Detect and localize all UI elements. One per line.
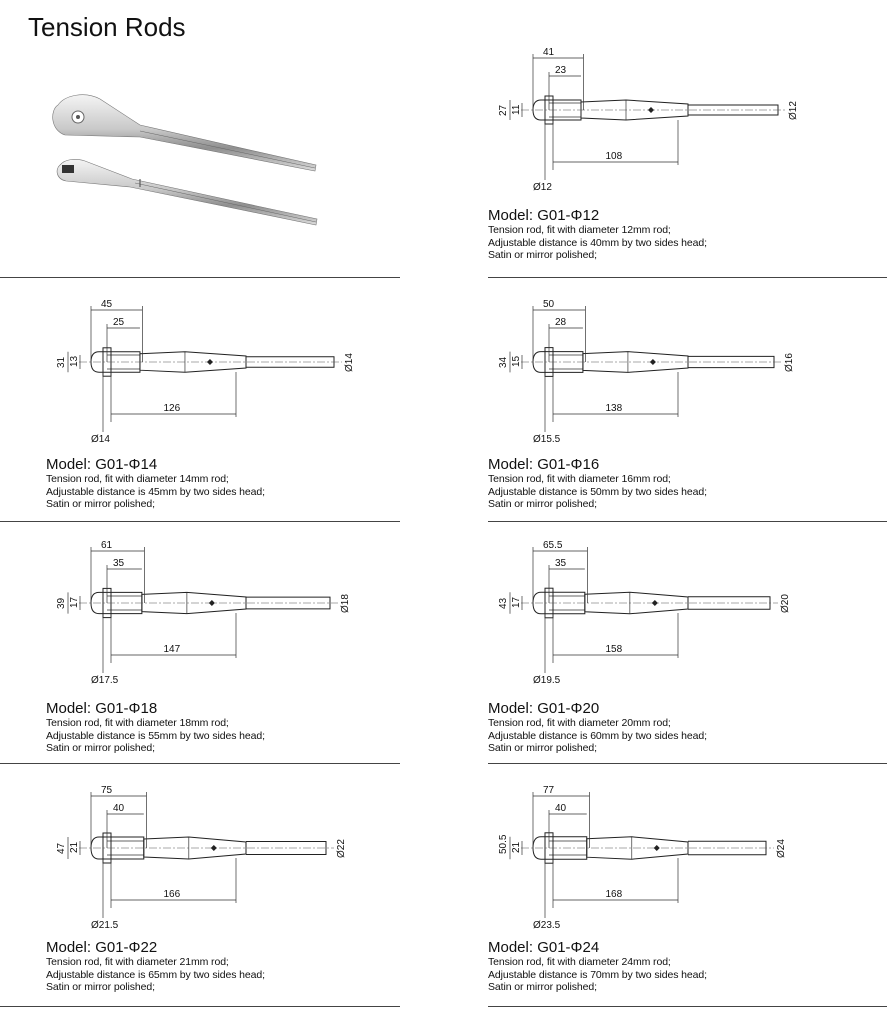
dim-overall: 45 — [101, 299, 113, 310]
tension-rod-drawing — [488, 778, 887, 953]
dim-pin-diameter: Ø19.5 — [533, 675, 561, 686]
dim-pin-diameter: Ø23.5 — [533, 920, 561, 931]
dim-rod-diameter: Ø14 — [344, 353, 355, 372]
dim-slot-width: 17 — [69, 596, 80, 608]
finish-description: Satin or mirror polished; — [46, 742, 155, 754]
model-name: Model: G01-Φ14 — [46, 456, 158, 473]
dim-overall: 75 — [101, 785, 113, 796]
dim-length: 126 — [163, 403, 181, 414]
model-cell — [488, 533, 887, 773]
rod-photo-lower — [57, 159, 317, 225]
adjust-text: by two sides head; — [618, 236, 707, 249]
model-caption — [46, 940, 265, 994]
adjust-text: 55mm — [148, 729, 177, 742]
dim-length: 147 — [163, 644, 181, 655]
adjust-text: Adjustable distance is — [46, 485, 149, 498]
model-name: Model: G01-Φ16 — [488, 456, 600, 473]
adjust-text: by two sides head; — [618, 485, 707, 498]
fit-description: Tension rod, fit with diameter 16mm rod; — [488, 473, 671, 485]
dim-rod-diameter: Ø20 — [780, 594, 791, 613]
model-caption — [488, 208, 707, 262]
adjust-text: by two sides head; — [618, 729, 707, 742]
tension-rod-drawing — [488, 292, 887, 467]
page-title: Tension Rods — [28, 12, 186, 42]
model-caption — [46, 457, 265, 511]
finish-description: Satin or mirror polished; — [488, 742, 597, 754]
dim-head-height: 47 — [56, 842, 67, 854]
dim-length: 168 — [605, 889, 623, 900]
center-mark — [209, 600, 215, 606]
dim-rod-diameter: Ø16 — [784, 353, 795, 372]
dim-slot: 35 — [113, 558, 125, 569]
dim-slot: 23 — [555, 65, 567, 76]
adjust-text: Adjustable distance is — [488, 968, 591, 981]
dim-rod-diameter: Ø22 — [336, 839, 347, 858]
divider — [0, 277, 400, 278]
adjust-text: by two sides head; — [618, 968, 707, 981]
dim-head-height: 43 — [498, 597, 509, 609]
dim-slot: 40 — [555, 803, 567, 814]
dim-head-height: 34 — [498, 356, 509, 368]
adjust-text: Adjustable distance is — [488, 729, 591, 742]
model-caption — [488, 701, 707, 755]
fit-description: Tension rod, fit with diameter 14mm rod; — [46, 473, 229, 485]
adjust-description — [46, 730, 265, 743]
dim-overall: 41 — [543, 47, 555, 58]
adjust-description — [46, 486, 265, 499]
center-mark — [654, 845, 660, 851]
dim-head-height: 39 — [56, 597, 67, 609]
dim-length: 138 — [605, 403, 623, 414]
adjust-text: 40mm — [590, 236, 619, 249]
fit-description: Tension rod, fit with diameter 24mm rod; — [488, 956, 671, 968]
finish-description: Satin or mirror polished; — [488, 981, 597, 993]
dim-rod-diameter: Ø24 — [776, 839, 787, 858]
adjust-text: 45mm — [148, 485, 177, 498]
dim-rod-diameter: Ø18 — [340, 594, 351, 613]
dim-rod-diameter: Ø12 — [788, 101, 799, 120]
adjust-description — [488, 237, 707, 250]
model-cell — [488, 778, 887, 1018]
dim-slot-width: 11 — [511, 104, 522, 115]
dim-pin-diameter: Ø12 — [533, 182, 552, 193]
model-caption — [488, 457, 707, 511]
center-mark — [650, 359, 656, 365]
finish-description: Satin or mirror polished; — [488, 249, 597, 261]
model-name: Model: G01-Φ22 — [46, 939, 158, 956]
dim-slot: 25 — [113, 317, 125, 328]
tension-rod-drawing — [488, 40, 887, 215]
adjust-text: by two sides head; — [176, 729, 265, 742]
adjust-text: Adjustable distance is — [488, 485, 591, 498]
dim-head-height: 31 — [56, 356, 67, 368]
dim-head-height: 50.5 — [498, 834, 509, 854]
adjust-text: by two sides head; — [176, 968, 265, 981]
dim-overall: 65.5 — [543, 540, 563, 551]
center-mark — [207, 359, 213, 365]
dim-length: 108 — [605, 151, 623, 162]
dim-slot: 35 — [555, 558, 567, 569]
model-name: Model: G01-Φ18 — [46, 700, 158, 717]
dim-slot-width: 21 — [69, 841, 80, 853]
center-mark — [648, 107, 654, 113]
dim-overall: 50 — [543, 299, 555, 310]
adjust-text: 50mm — [590, 485, 619, 498]
adjust-description — [488, 969, 707, 982]
center-mark — [652, 600, 658, 606]
dim-length: 158 — [605, 644, 623, 655]
adjust-description — [46, 969, 265, 982]
dim-pin-diameter: Ø15.5 — [533, 434, 561, 445]
model-caption — [488, 940, 707, 994]
finish-description: Satin or mirror polished; — [488, 498, 597, 510]
model-caption — [46, 701, 265, 755]
adjust-text: by two sides head; — [176, 485, 265, 498]
tension-rod-drawing — [46, 533, 446, 708]
adjust-description — [488, 486, 707, 499]
fit-description: Tension rod, fit with diameter 21mm rod; — [46, 956, 229, 968]
center-mark — [211, 845, 217, 851]
adjust-text: Adjustable distance is — [46, 968, 149, 981]
tension-rod-drawing — [488, 533, 887, 708]
model-cell — [488, 292, 887, 532]
dim-slot: 40 — [113, 803, 125, 814]
dim-pin-diameter: Ø14 — [91, 434, 110, 445]
product-photo — [40, 85, 330, 245]
adjust-text: Adjustable distance is — [488, 236, 591, 249]
dim-overall: 61 — [101, 540, 113, 551]
dim-slot-width: 17 — [511, 596, 522, 608]
adjust-text: 65mm — [148, 968, 177, 981]
model-name: Model: G01-Φ20 — [488, 700, 600, 717]
dim-slot-width: 15 — [511, 355, 522, 367]
dim-overall: 77 — [543, 785, 555, 796]
dim-pin-diameter: Ø21.5 — [91, 920, 119, 931]
adjust-text: 70mm — [590, 968, 619, 981]
dim-length: 166 — [163, 889, 181, 900]
model-name: Model: G01-Φ24 — [488, 939, 600, 956]
fit-description: Tension rod, fit with diameter 12mm rod; — [488, 224, 671, 236]
model-name: Model: G01-Φ12 — [488, 207, 600, 224]
dim-slot: 28 — [555, 317, 567, 328]
model-cell — [46, 533, 446, 773]
adjust-text: 60mm — [590, 729, 619, 742]
dim-slot-width: 21 — [511, 841, 522, 853]
dim-pin-diameter: Ø17.5 — [91, 675, 119, 686]
model-cell — [46, 292, 446, 532]
fit-description: Tension rod, fit with diameter 20mm rod; — [488, 717, 671, 729]
adjust-text: Adjustable distance is — [46, 729, 149, 742]
model-cell — [46, 778, 446, 1018]
rod-photo-upper — [53, 95, 316, 171]
dim-head-height: 27 — [498, 104, 509, 116]
model-cell — [488, 40, 887, 280]
finish-description: Satin or mirror polished; — [46, 981, 155, 993]
fit-description: Tension rod, fit with diameter 18mm rod; — [46, 717, 229, 729]
finish-description: Satin or mirror polished; — [46, 498, 155, 510]
dim-slot-width: 13 — [69, 355, 80, 367]
tension-rod-drawing — [46, 778, 446, 953]
tension-rod-drawing — [46, 292, 446, 467]
adjust-description — [488, 730, 707, 743]
